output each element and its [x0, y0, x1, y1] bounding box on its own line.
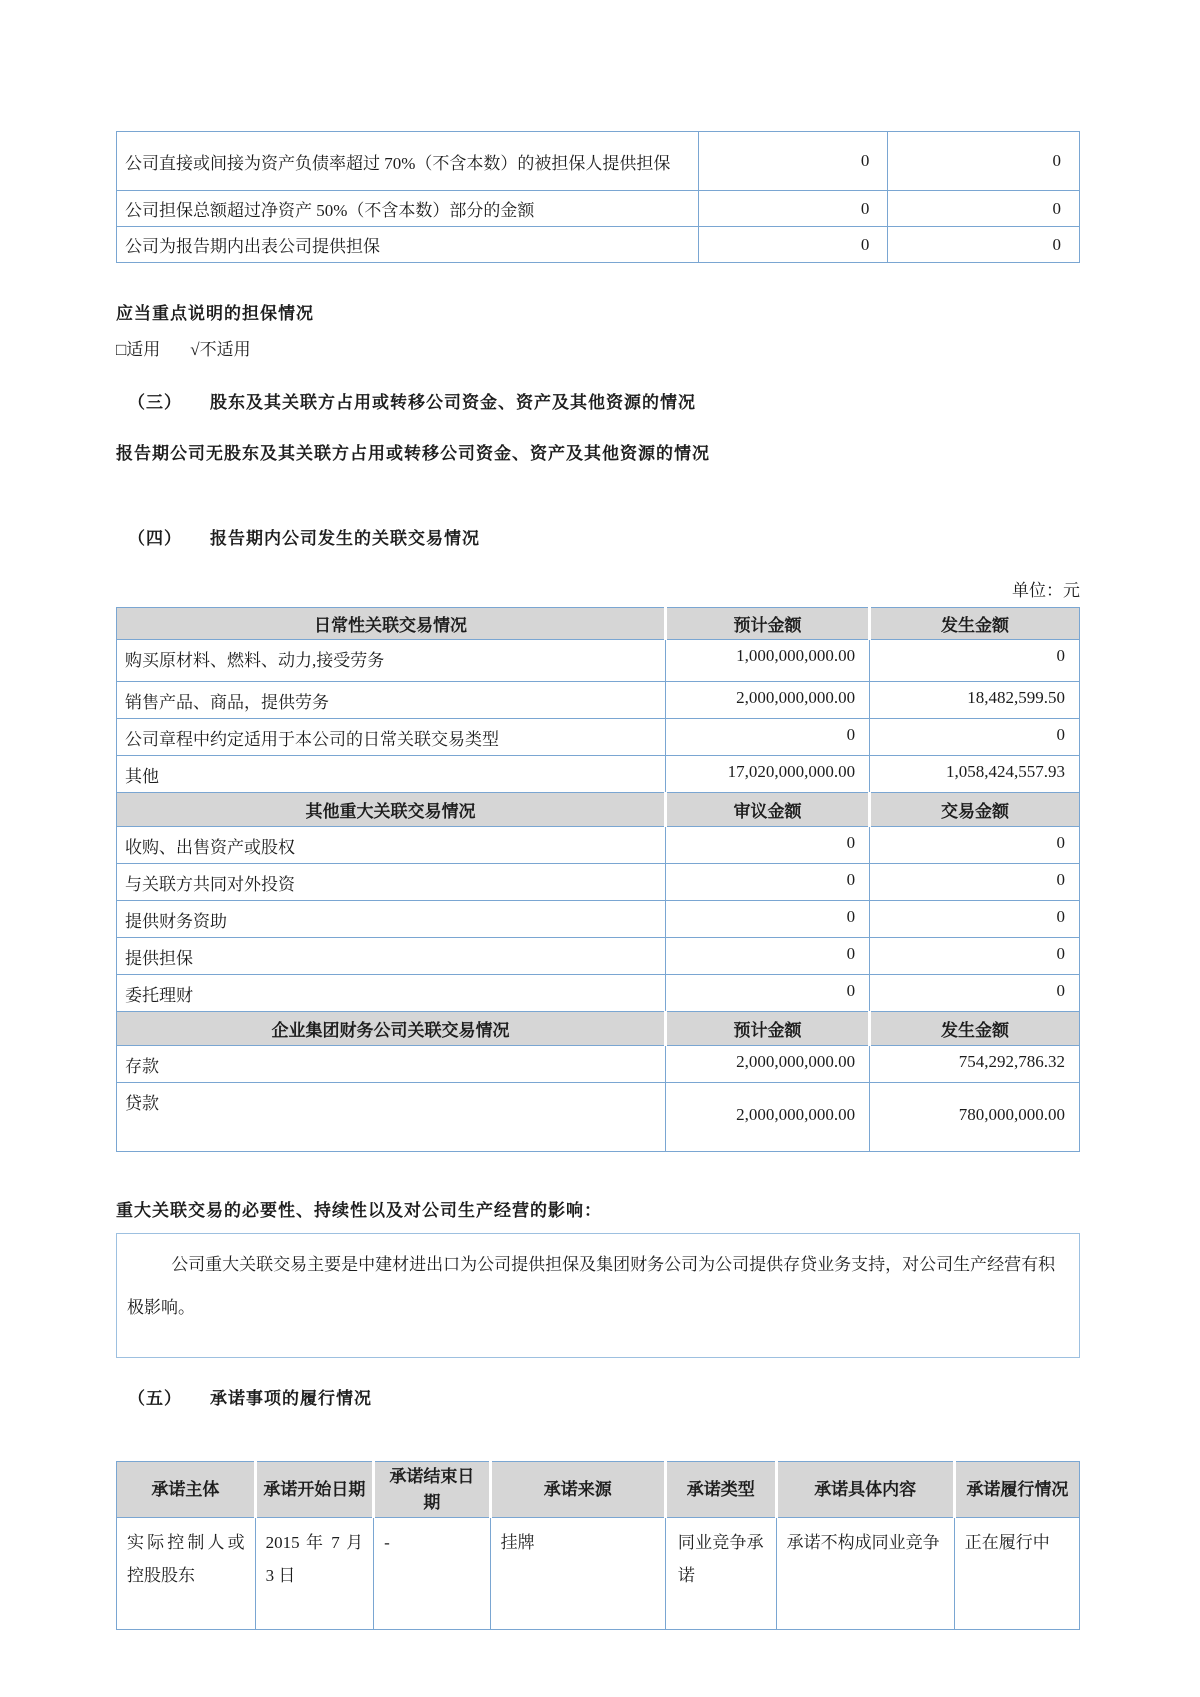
section-header-title: 日常性关联交易情况 — [117, 608, 666, 640]
section-number: （五） — [128, 1389, 182, 1408]
commitment-end-date: - — [374, 1518, 491, 1630]
column-header: 承诺开始日期 — [255, 1462, 373, 1518]
table-row — [117, 1083, 1080, 1152]
row-amount: 0 — [665, 827, 869, 864]
row-amount: 0 — [870, 827, 1080, 864]
commitment-source: 挂牌 — [490, 1518, 665, 1630]
guarantee-row-label: 公司担保总额超过净资产 50%（不含本数）部分的金额 — [117, 191, 699, 227]
row-label: 销售产品、商品，提供劳务 — [117, 682, 666, 719]
row-label: 购买原材料、燃料、动力,接受劳务 — [117, 640, 666, 682]
row-amount: 2,000,000,000.00 — [665, 1083, 869, 1152]
commitment-start-date: 2015 年 7 月 3 日 — [255, 1518, 373, 1630]
row-amount: 0 — [665, 901, 869, 938]
row-label: 提供财务资助 — [117, 901, 666, 938]
row-label: 其他 — [117, 756, 666, 793]
column-header: 审议金额 — [665, 793, 869, 827]
column-header: 承诺结束日期 — [374, 1462, 491, 1518]
table-row — [117, 227, 1080, 263]
row-amount: 0 — [665, 975, 869, 1012]
row-amount: 0 — [665, 864, 869, 901]
guarantee-row-value: 0 — [698, 191, 888, 227]
guarantee-row-value: 0 — [888, 132, 1080, 191]
table-row — [117, 640, 1080, 682]
row-amount: 17,020,000,000.00 — [665, 756, 869, 793]
row-amount: 18,482,599.50 — [870, 682, 1080, 719]
guarantee-row-value: 0 — [888, 227, 1080, 263]
row-amount: 2,000,000,000.00 — [665, 1046, 869, 1083]
row-amount: 0 — [870, 640, 1080, 682]
column-header: 承诺主体 — [117, 1462, 256, 1518]
table-row — [117, 132, 1080, 191]
section-header-row — [117, 1012, 1080, 1046]
section-3-heading — [128, 388, 1080, 413]
table-row — [117, 756, 1080, 793]
row-label: 与关联方共同对外投资 — [117, 864, 666, 901]
row-amount: 0 — [870, 719, 1080, 756]
commitments-header-row — [117, 1462, 1080, 1518]
applicability-line — [116, 335, 1080, 360]
guarantee-summary-table — [116, 131, 1080, 263]
guarantee-row-value: 0 — [698, 132, 888, 191]
table-row — [117, 938, 1080, 975]
column-header: 预计金额 — [665, 608, 869, 640]
column-header: 预计金额 — [665, 1012, 869, 1046]
guarantee-row-value: 0 — [698, 227, 888, 263]
commitment-status: 正在履行中 — [954, 1518, 1079, 1630]
row-amount: 0 — [870, 975, 1080, 1012]
column-header: 承诺类型 — [665, 1462, 776, 1518]
commitment-content: 承诺不构成同业竞争 — [776, 1518, 954, 1630]
table-row — [117, 719, 1080, 756]
impact-text-box — [116, 1233, 1080, 1358]
section-title: 承诺事项的履行情况 — [210, 1389, 372, 1408]
guarantee-row-label: 公司为报告期内出表公司提供担保 — [117, 227, 699, 263]
row-label: 收购、出售资产或股权 — [117, 827, 666, 864]
guarantee-row-label: 公司直接或间接为资产负债率超过 70%（不含本数）的被担保人提供担保 — [117, 132, 699, 191]
section-header-row — [117, 608, 1080, 640]
commitment-subject: 实际控制人或控股股东 — [117, 1518, 256, 1630]
row-amount: 0 — [870, 901, 1080, 938]
row-amount: 0 — [665, 938, 869, 975]
guarantee-row-value: 0 — [888, 191, 1080, 227]
checkbox-applicable: □适用 — [116, 340, 161, 359]
row-amount: 1,058,424,557.93 — [870, 756, 1080, 793]
row-amount: 0 — [870, 938, 1080, 975]
row-amount: 1,000,000,000.00 — [665, 640, 869, 682]
row-amount: 780,000,000.00 — [870, 1083, 1080, 1152]
column-header: 承诺来源 — [490, 1462, 665, 1518]
row-label: 存款 — [117, 1046, 666, 1083]
column-header: 发生金额 — [870, 1012, 1080, 1046]
row-label: 委托理财 — [117, 975, 666, 1012]
section-5-heading — [128, 1384, 1080, 1409]
row-label: 贷款 — [117, 1083, 666, 1152]
section-header-title: 其他重大关联交易情况 — [117, 793, 666, 827]
unit-label: 单位：元 — [1012, 581, 1080, 600]
column-header: 交易金额 — [870, 793, 1080, 827]
table-row — [117, 682, 1080, 719]
column-header: 发生金额 — [870, 608, 1080, 640]
row-label: 公司章程中约定适用于本公司的日常关联交易类型 — [117, 719, 666, 756]
row-amount: 2,000,000,000.00 — [665, 682, 869, 719]
section-title: 股东及其关联方占用或转移公司资金、资产及其他资源的情况 — [210, 393, 696, 412]
row-amount: 0 — [870, 864, 1080, 901]
key-guarantee-heading: 应当重点说明的担保情况 — [116, 304, 314, 323]
commitments-table — [116, 1461, 1080, 1630]
table-row — [117, 975, 1080, 1012]
column-header: 承诺履行情况 — [954, 1462, 1079, 1518]
row-amount: 754,292,786.32 — [870, 1046, 1080, 1083]
impact-body: 公司重大关联交易主要是中建材进出口为公司提供担保及集团财务公司为公司提供存贷业务支持，对公司生产经营有积极影响。 — [127, 1255, 1056, 1317]
table-row — [117, 901, 1080, 938]
table-row — [117, 827, 1080, 864]
section-title: 报告期内公司发生的关联交易情况 — [210, 529, 480, 548]
table-row — [117, 1518, 1080, 1630]
section-3-body: 报告期公司无股东及其关联方占用或转移公司资金、资产及其他资源的情况 — [116, 444, 710, 463]
table-row — [117, 1046, 1080, 1083]
table-row — [117, 864, 1080, 901]
section-header-title: 企业集团财务公司关联交易情况 — [117, 1012, 666, 1046]
row-amount: 0 — [665, 719, 869, 756]
table-row — [117, 191, 1080, 227]
column-header: 承诺具体内容 — [776, 1462, 954, 1518]
section-4-heading — [128, 524, 1080, 549]
commitment-type: 同业竞争承诺 — [665, 1518, 776, 1630]
check-not-applicable: √不适用 — [190, 340, 251, 359]
section-number: （三） — [128, 393, 182, 412]
section-header-row — [117, 793, 1080, 827]
related-transactions-table — [116, 607, 1080, 1152]
row-label: 提供担保 — [117, 938, 666, 975]
impact-heading: 重大关联交易的必要性、持续性以及对公司生产经营的影响： — [116, 1201, 602, 1220]
section-number: （四） — [128, 529, 182, 548]
